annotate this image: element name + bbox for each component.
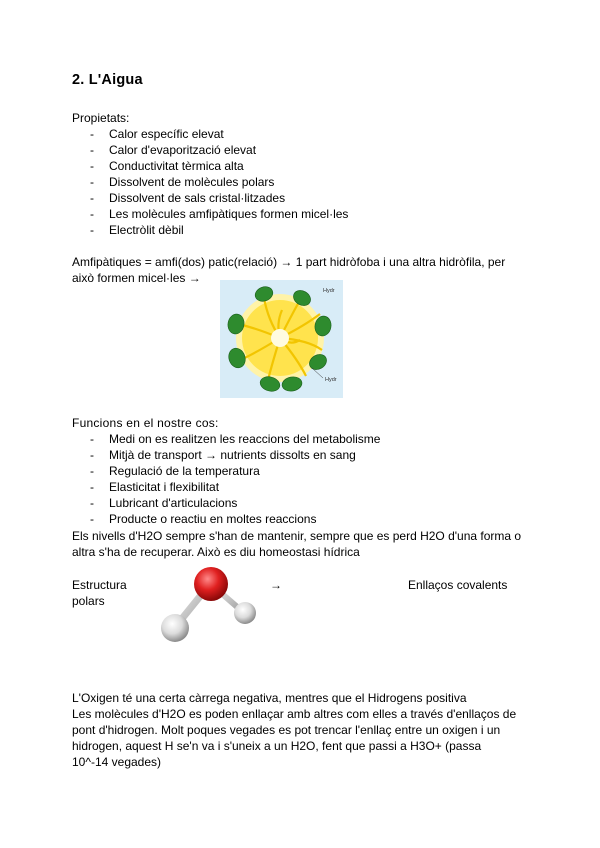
properties-list bbox=[88, 126, 348, 238]
micelle-illustration bbox=[220, 280, 343, 398]
amphipathic-line-2: això formen micel·les → bbox=[72, 271, 201, 285]
page-title: 2. L'Aigua bbox=[72, 72, 143, 88]
homeostasis-line-2: altra s'ha de recuperar. Això es diu homeostasi hídrica bbox=[72, 545, 360, 559]
hydrophobic-label: Hydr bbox=[325, 377, 337, 383]
covalent-bonds-label: Enllaços covalents bbox=[408, 578, 508, 592]
homeostasis-line-1: Els nivells d'H2O sempre s'han de mantenir, sempre que es perd H2O d'una forma o bbox=[72, 529, 522, 543]
structure-label: Estructura bbox=[72, 578, 127, 592]
functions-heading: Funcions en el nostre cos: bbox=[72, 416, 219, 430]
list-item: - Calor específic elevat bbox=[90, 127, 224, 141]
list-item: - Lubricant d'articulacions bbox=[90, 496, 238, 510]
list-item: - Dissolvent de molècules polars bbox=[90, 175, 275, 189]
water-molecule-illustration bbox=[155, 566, 265, 648]
properties-heading: Propietats: bbox=[72, 111, 130, 125]
list-item: - Regulació de la temperatura bbox=[90, 464, 260, 478]
list-item: - Dissolvent de sals cristal·litzades bbox=[90, 191, 286, 205]
list-item: - Les molècules amfipàtiques formen micel·les bbox=[90, 207, 349, 221]
amphipathic-line-1: Amfipàtiques = amfi(dos) patic(relació) → 1 part hidròfoba i una altra hidròfila, per bbox=[72, 255, 506, 269]
list-item: - Producte o reactiu en moltes reaccions bbox=[90, 512, 317, 526]
closing-line-4: hidrogen, aquest H se'n va i s'uneix a un H2O, fent que passi a H3O+ (passa bbox=[72, 739, 482, 753]
list-item: - Electròlit dèbil bbox=[90, 223, 184, 237]
polar-label: polars bbox=[72, 594, 105, 608]
closing-line-2: Les molècules d'H2O es poden enllaçar amb altres com elles a través d'enllaços de bbox=[72, 707, 517, 721]
hydrophilic-label: Hydr bbox=[323, 288, 335, 294]
oxygen-atom bbox=[194, 567, 228, 601]
list-item: - Calor d'evaporització elevat bbox=[90, 143, 257, 157]
closing-line-1: L'Oxigen té una certa càrrega negativa, mentres que el Hidrogens positiva bbox=[72, 691, 467, 705]
list-item: - Elasticitat i flexibilitat bbox=[90, 480, 220, 494]
closing-line-3: pont d'hidrogen. Molt poques vegades es pot trencar l'enllaç entre un oxigen i un bbox=[72, 723, 501, 737]
closing-line-5: 10^-14 vegades) bbox=[72, 755, 162, 769]
hydrogen-atom bbox=[161, 614, 189, 642]
list-item: - Conductivitat tèrmica alta bbox=[90, 159, 244, 173]
micelle-center bbox=[271, 329, 289, 347]
structure-arrow: → bbox=[270, 578, 282, 592]
list-item: - Mitjà de transport → nutrients dissolts en sang bbox=[90, 448, 356, 462]
list-item: - Medi on es realitzen les reaccions del metabolisme bbox=[90, 432, 381, 446]
functions-list bbox=[88, 431, 380, 527]
hydrogen-atom bbox=[234, 602, 256, 624]
